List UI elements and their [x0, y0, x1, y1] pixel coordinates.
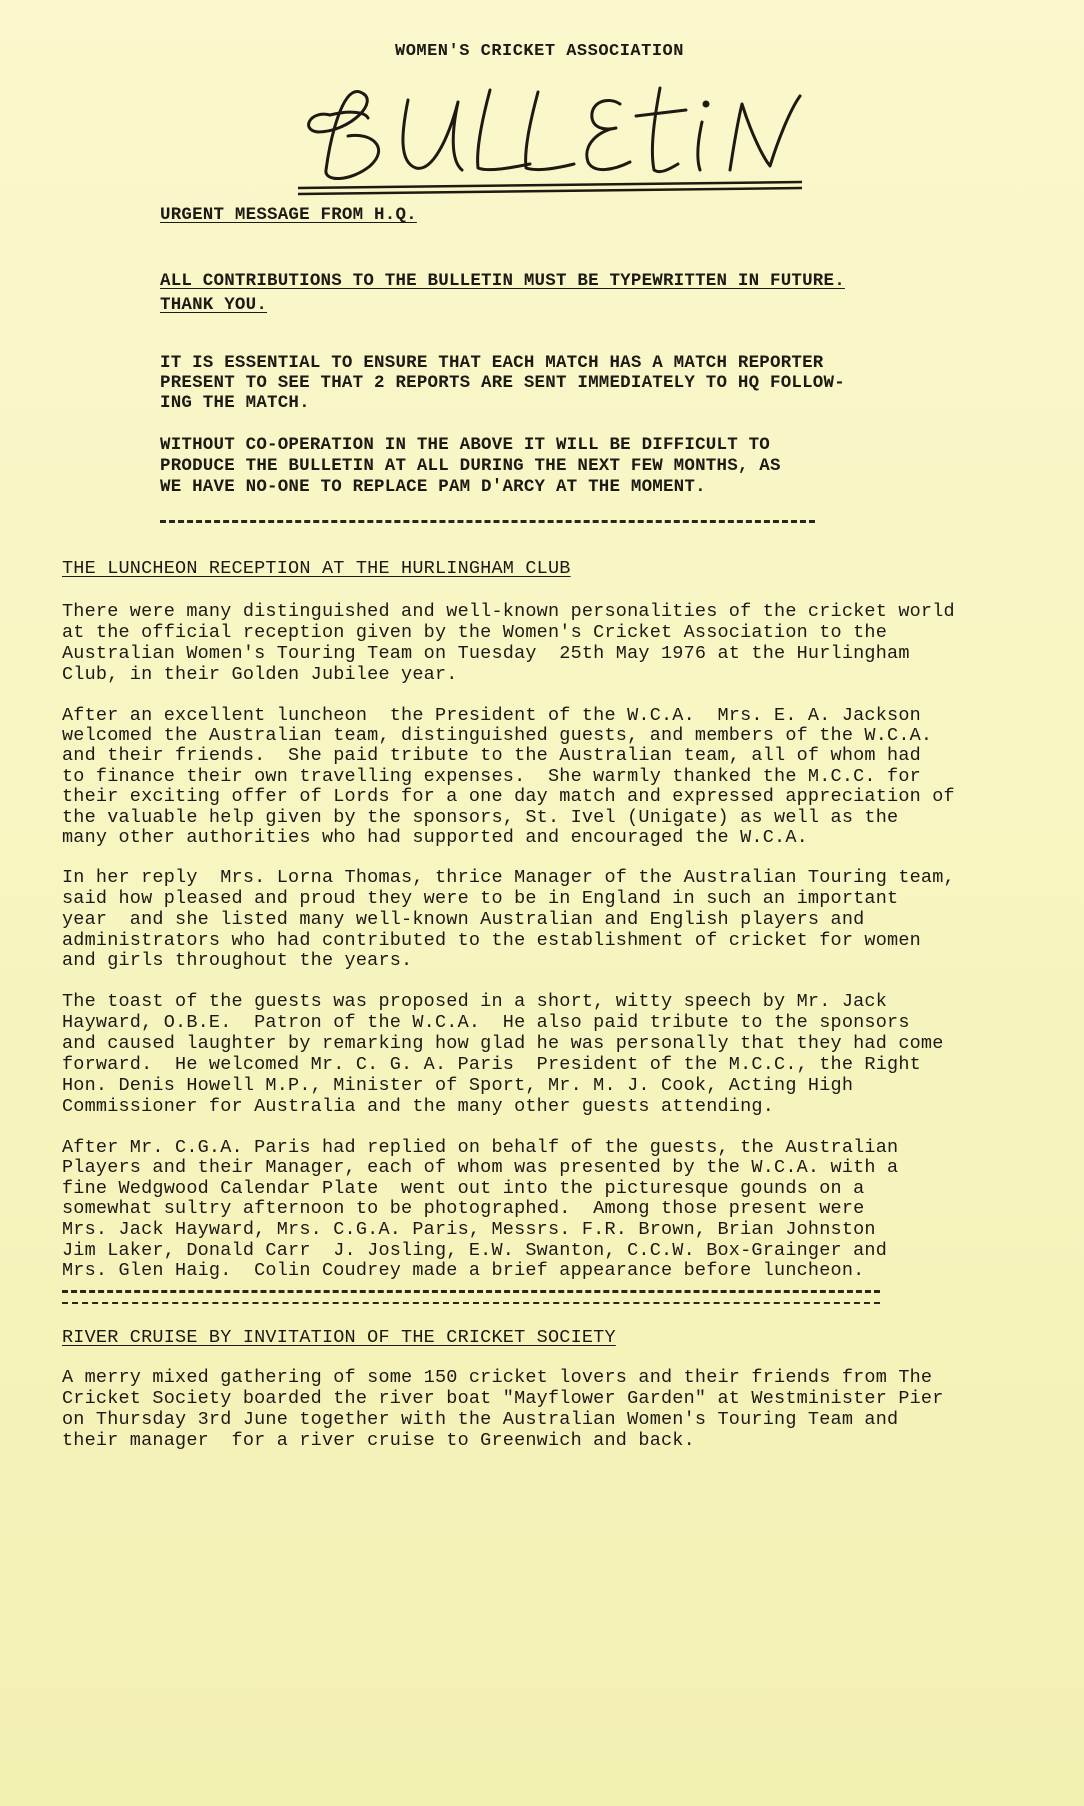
- luncheon-line: their exciting offer of Lords for a one day match and expressed appreciation of: [62, 786, 955, 807]
- urgent-heading: URGENT MESSAGE FROM H.Q.: [160, 205, 417, 225]
- river-cruise-line: Cricket Society boarded the river boat "Mayflower Garden" at Westminister Pier: [62, 1388, 944, 1409]
- luncheon-line: fine Wedgwood Calendar Plate went out into the picturesque gounds on a: [62, 1178, 865, 1199]
- luncheon-line: Players and their Manager, each of whom was presented by the W.C.A. with a: [62, 1157, 899, 1178]
- luncheon-line: and girls throughout the years.: [62, 950, 413, 971]
- river-cruise-heading: RIVER CRUISE BY INVITATION OF THE CRICKET SOCIETY: [62, 1327, 616, 1348]
- luncheon-line: The toast of the guests was proposed in a short, witty speech by Mr. Jack: [62, 991, 888, 1012]
- luncheon-line: After an excellent luncheon the President of the W.C.A. Mrs. E. A. Jackson: [62, 705, 921, 726]
- luncheon-line: There were many distinguished and well-known personalities of the cricket world: [62, 601, 955, 622]
- luncheon-line: and caused laughter by remarking how glad he was personally that they had come: [62, 1033, 944, 1054]
- river-cruise-line: their manager for a river cruise to Greenwich and back.: [62, 1430, 695, 1451]
- section-divider: [160, 520, 815, 523]
- luncheon-line: Commissioner for Australia and the many other guests attending.: [62, 1096, 775, 1117]
- cooperation-line: WE HAVE NO-ONE TO REPLACE PAM D'ARCY AT THE MOMENT.: [160, 477, 706, 497]
- section-divider: [62, 1302, 880, 1304]
- luncheon-line: Hon. Denis Howell M.P., Minister of Sport, Mr. M. J. Cook, Acting High: [62, 1075, 854, 1096]
- luncheon-line: After Mr. C.G.A. Paris had replied on behalf of the guests, the Australian: [62, 1137, 899, 1158]
- luncheon-line: Hayward, O.B.E. Patron of the W.C.A. He also paid tribute to the sponsors: [62, 1012, 910, 1033]
- reporter-line: IT IS ESSENTIAL TO ENSURE THAT EACH MATCH HAS A MATCH REPORTER: [160, 353, 824, 373]
- luncheon-line: the valuable help given by the sponsors, St. Ivel (Unigate) as well as the: [62, 807, 899, 828]
- thanks-notice: THANK YOU.: [160, 295, 268, 315]
- reporter-line: ING THE MATCH.: [160, 393, 310, 413]
- luncheon-line: Jim Laker, Donald Carr J. Josling, E.W. Swanton, C.C.W. Box-Grainger and: [62, 1240, 888, 1261]
- bulletin-masthead-logo: [290, 70, 810, 200]
- luncheon-line: somewhat sultry afternoon to be photographed. Among those present were: [62, 1198, 865, 1219]
- luncheon-line: said how pleased and proud they were to be in England in such an important: [62, 888, 899, 909]
- river-cruise-line: A merry mixed gathering of some 150 cricket lovers and their friends from The: [62, 1367, 933, 1388]
- river-cruise-line: on Thursday 3rd June together with the Australian Women's Touring Team and: [62, 1409, 899, 1430]
- luncheon-line: many other authorities who had supported and encouraged the W.C.A.: [62, 827, 808, 848]
- luncheon-line: Club, in their Golden Jubilee year.: [62, 664, 458, 685]
- luncheon-line: at the official reception given by the Women's Cricket Association to the: [62, 622, 888, 643]
- section-divider: [62, 1290, 880, 1293]
- cooperation-line: PRODUCE THE BULLETIN AT ALL DURING THE NEXT FEW MONTHS, AS: [160, 456, 781, 476]
- luncheon-line: administrators who had contributed to the establishment of cricket for women: [62, 930, 921, 951]
- luncheon-line: Mrs. Glen Haig. Colin Coudrey made a brief appearance before luncheon.: [62, 1260, 865, 1281]
- luncheon-line: to finance their own travelling expenses. She warmly thanked the M.C.C. for: [62, 766, 921, 787]
- luncheon-line: Australian Women's Touring Team on Tuesday 25th May 1976 at the Hurlingham: [62, 643, 910, 664]
- luncheon-line: Mrs. Jack Hayward, Mrs. C.G.A. Paris, Messrs. F.R. Brown, Brian Johnston: [62, 1219, 876, 1240]
- luncheon-line: forward. He welcomed Mr. C. G. A. Paris President of the M.C.C., the Right: [62, 1054, 921, 1075]
- organisation-name: WOMEN'S CRICKET ASSOCIATION: [395, 42, 684, 61]
- luncheon-line: welcomed the Australian team, distinguished guests, and members of the W.C.A.: [62, 725, 933, 746]
- cooperation-line: WITHOUT CO-OPERATION IN THE ABOVE IT WILL BE DIFFICULT TO: [160, 435, 770, 455]
- luncheon-heading: THE LUNCHEON RECEPTION AT THE HURLINGHAM CLUB: [62, 558, 571, 579]
- reporter-line: PRESENT TO SEE THAT 2 REPORTS ARE SENT IMMEDIATELY TO HQ FOLLOW-: [160, 373, 845, 393]
- luncheon-line: In her reply Mrs. Lorna Thomas, thrice Manager of the Australian Touring team,: [62, 867, 955, 888]
- luncheon-line: year and she listed many well-known Australian and English players and: [62, 909, 865, 930]
- contributions-notice: ALL CONTRIBUTIONS TO THE BULLETIN MUST BE TYPEWRITTEN IN FUTURE.: [160, 271, 845, 291]
- luncheon-line: and their friends. She paid tribute to the Australian team, all of whom had: [62, 745, 921, 766]
